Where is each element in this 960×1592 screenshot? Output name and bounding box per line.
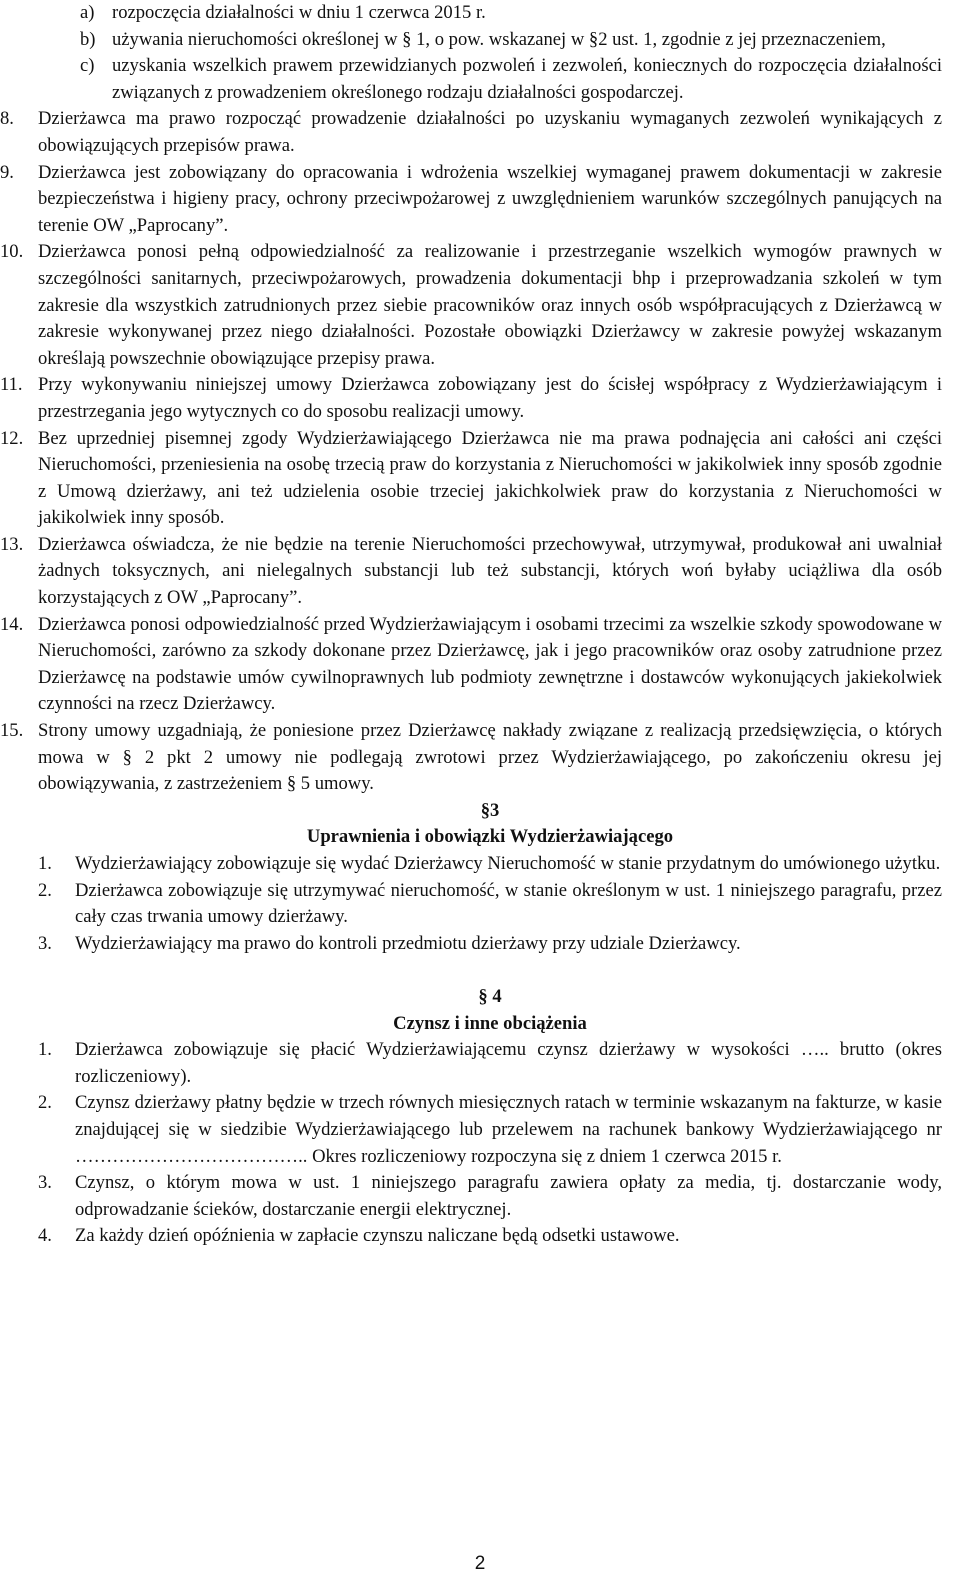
list-item: 1. Wydzierżawiający zobowiązuje się wydać Dzierżawcy Nieruchomość w stanie przydatnym do umówionego użytku. bbox=[38, 853, 941, 874]
list-item: 3. Czynsz, o którym mowa w ust. 1 niniejszego paragrafu zawiera opłaty za media, tj. dostarczanie wody, odprowadzanie ścieków, dostarczanie energii elektrycznej. bbox=[38, 1172, 942, 1220]
list-item: 2. Czynsz dzierżawy płatny będzie w trzech równych miesięcznych ratach w terminie wskazanym na fakturze, w kasie znajdującej się w siedzibie Wydzierżawiającego lub przelewem na rachunek bankowy Wydzierżawiającego nr ……………………………….. Okres rozliczeniowy rozpoczyna się z dniem 1 czerwca 2015 r. bbox=[38, 1092, 942, 1167]
section-4-title: Czynsz i inne obciążenia bbox=[393, 1012, 587, 1034]
list-item: 3. Wydzierżawiający ma prawo do kontroli przedmiotu dzierżawy przy udziale Dzierżawcy. bbox=[38, 932, 741, 954]
list-item: 10. Dzierżawca ponosi pełną odpowiedzialność za realizowanie i przestrzeganie wszelkich wymogów prawnych w szczególności sanitarnych, przeciwpożarowych, prowadzenia dokumentacji bhp i przeprowadzania szkoleń w tym zakresie dla wszystkich zatrudnionych przez siebie pracowników oraz innych osób współpracujących z Dzierżawcą w zakresie wykonywanej przez niego działalności. Pozostałe obowiązki Dzierżawcy w zakresie powyżej wskazanym określają powszechnie obowiązujące przepisy prawa. bbox=[0, 241, 942, 369]
list-item: 12. Bez uprzedniej pisemnej zgody Wydzierżawiającego Dzierżawca nie ma prawa podnajęcia ani całości ani części Nieruchomości, przeniesienia na osobę trzecią praw do korzystania z Nieruchomości w jakikolwiek inny sposób zgodnie z Umową dzierżawy, ani też udzielenia osobie trzeciej jakichkolwiek praw do korzystania z Nieruchomości w jakikolwiek inny sposób. bbox=[0, 427, 942, 529]
list-item: 13. Dzierżawca oświadcza, że nie będzie na terenie Nieruchomości przechowywał, utrzymywał, produkował ani uwalniał żadnych toksycznych, ani nielegalnych substancji lub też substancji, których woń byłaby uciążliwa dla osób korzystających z OW „Paprocany”. bbox=[0, 533, 942, 609]
list-item: 1. Dzierżawca zobowiązuje się płacić Wydzierżawiającemu czynsz dzierżawy w wysokości ….. brutto (okres rozliczeniowy). bbox=[38, 1039, 942, 1087]
section-3-title: Uprawnienia i obowiązki Wydzierżawiającego bbox=[306, 826, 674, 848]
list-item: 8. Dzierżawca ma prawo rozpocząć prowadzenie działalności po uzyskaniu wymaganych zezwoleń wynikających z obowiązujących przepisów prawa. bbox=[0, 108, 942, 156]
spacer bbox=[0, 957, 960, 984]
section-4-list bbox=[0, 1037, 960, 1250]
section-4-sign: § 4 bbox=[478, 985, 502, 1007]
list-item: 14. Dzierżawca ponosi odpowiedzialność przed Wydzierżawiającym i osobami trzecimi za wszelkie szkody spowodowane w Nieruchomości, zarówno za szkody dokonane przez Dzierżawcę, jak i jego pracowników oraz osoby zatrudnione przez Dzierżawcę na podstawie umów cywilnoprawnych lub podmioty zewnętrzne i dostawców wykonujących jakiekolwiek czynności na rzecz Dzierżawcy. bbox=[0, 613, 942, 715]
list-item: 2. Dzierżawca zobowiązuje się utrzymywać nieruchomość, w stanie określonym w ust. 1 niniejszego paragrafu, przez cały czas trwania umowy dzierżawy. bbox=[38, 879, 942, 928]
page-number: 2 bbox=[474, 1553, 486, 1574]
list-item: 9. Dzierżawca jest zobowiązany do opracowania i wdrożenia wszelkiej wymaganej prawem dokumentacji w zakresie bezpieczeństwa i higieny pracy, ochrony przeciwpożarowej z uwzględnieniem warunków szczególnych panujących na terenie OW „Paprocany”. bbox=[0, 161, 942, 236]
list-item: 11. Przy wykonywaniu niniejszej umowy Dzierżawca zobowiązany jest do ścisłej współpracy z Wydzierżawiającym i przestrzegania jego wytycznych co do sposobu realizacji umowy. bbox=[0, 374, 942, 422]
list-item: 15. Strony umowy uzgadniają, że poniesione przez Dzierżawcę nakłady związane z realizacją przedsięwzięcia, o których mowa w § 2 pkt 2 umowy nie podlegają zwrotowi przez Wydzierżawiającego, po zakończeniu okresu jej obowiązywania, z zastrzeżeniem § 5 umowy. bbox=[0, 720, 942, 795]
points-list bbox=[0, 106, 960, 797]
list-item: b) używania nieruchomości określonej w § 1, o pow. wskazanej w §2 ust. 1, zgodnie z jej przeznaczeniem, bbox=[80, 28, 886, 50]
section-3-sign: §3 bbox=[480, 799, 500, 821]
sub-list bbox=[0, 0, 960, 106]
list-item: 4. Za każdy dzień opóźnienia w zapłacie czynszu naliczane będą odsetki ustawowe. bbox=[38, 1225, 680, 1247]
list-item: a) rozpoczęcia działalności w dniu 1 czerwca 2015 r. bbox=[80, 2, 486, 23]
section-3-list bbox=[0, 851, 960, 957]
list-item: c) uzyskania wszelkich prawem przewidzianych pozwoleń i zezwoleń, koniecznych do rozpoczęcia działalności związanych z prowadzeniem określonego rodzaju działalności gospodarczej. bbox=[80, 55, 942, 103]
